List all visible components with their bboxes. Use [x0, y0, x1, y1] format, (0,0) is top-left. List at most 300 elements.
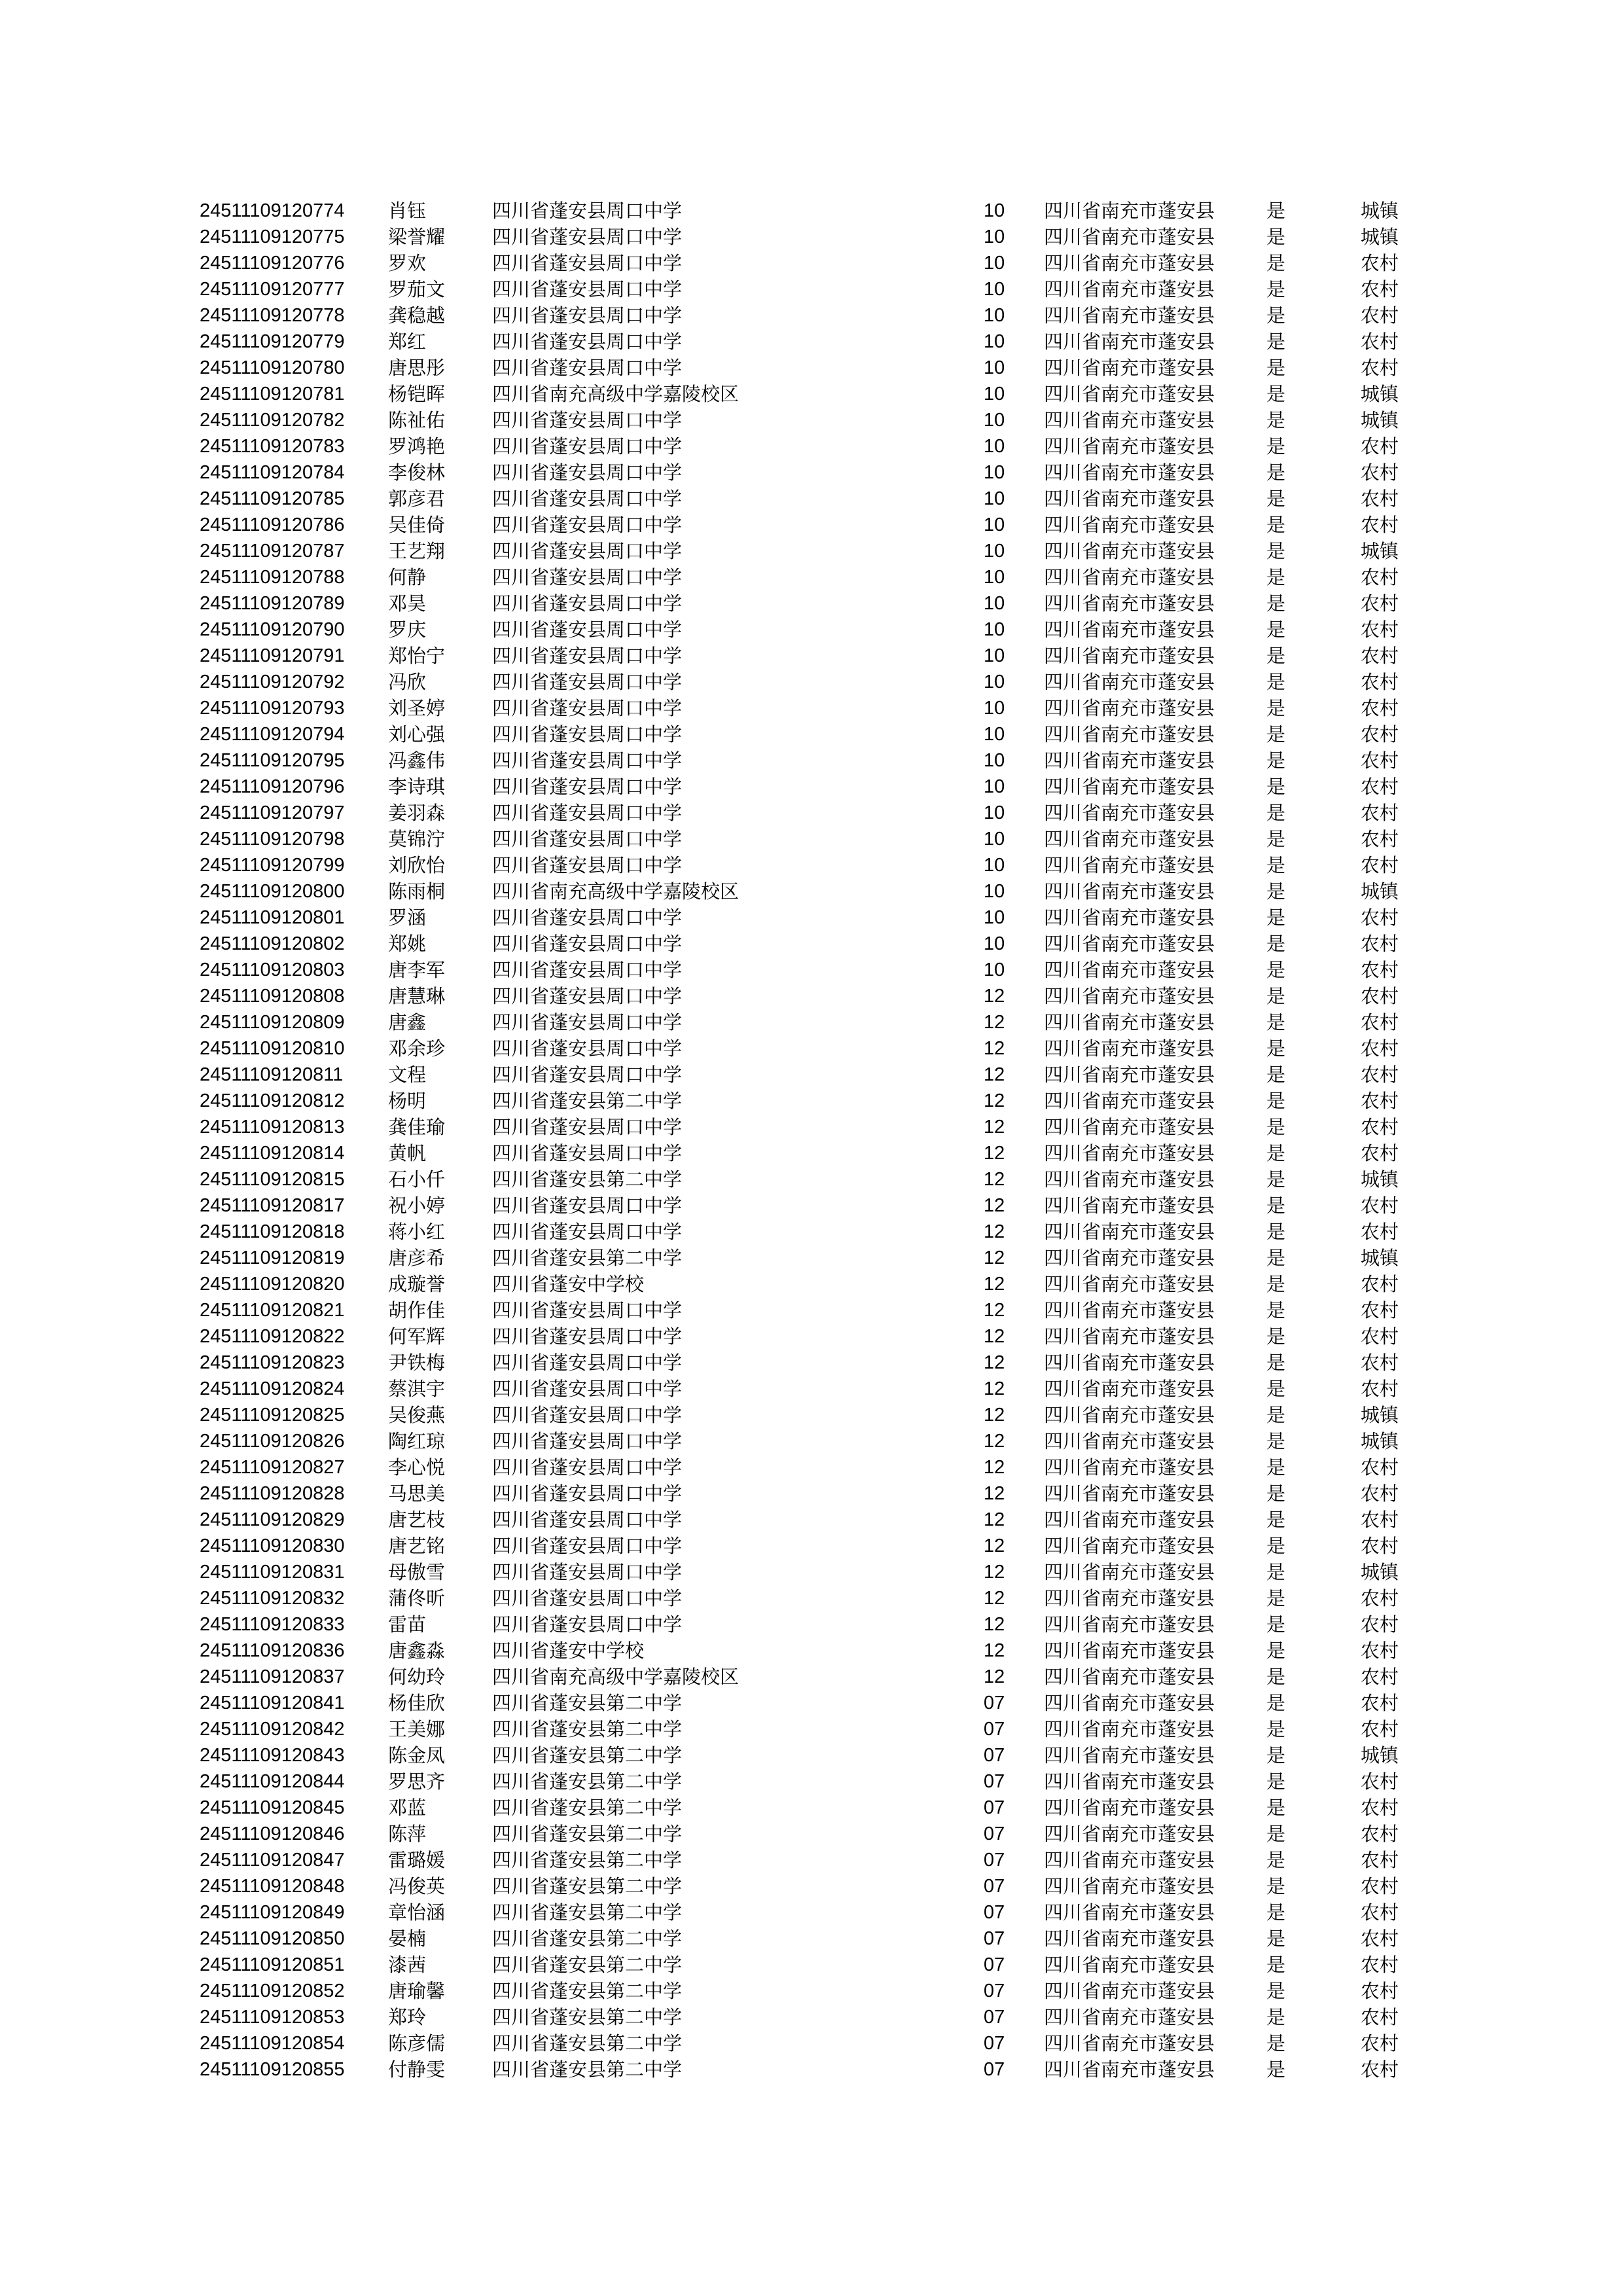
region-cell: 四川省南充市蓬安县 [1044, 278, 1215, 300]
area-cell: 城镇 [1361, 1247, 1399, 1269]
student-name-cell: 王美娜 [388, 1718, 446, 1740]
area-cell: 农村 [1361, 854, 1399, 876]
table-row [200, 1638, 1430, 1664]
table-row [200, 1271, 1430, 1297]
student-id-cell: 24511109120776 [200, 253, 345, 274]
region-cell: 四川省南充市蓬安县 [1044, 802, 1215, 824]
area-cell: 农村 [1361, 985, 1399, 1007]
student-id-cell: 24511109120774 [200, 200, 345, 221]
area-cell: 农村 [1361, 1352, 1399, 1374]
grade-cell: 10 [984, 305, 1005, 326]
region-cell: 四川省南充市蓬安县 [1044, 671, 1215, 693]
school-cell: 四川省蓬安县第二中学 [492, 1090, 683, 1112]
table-row [200, 1219, 1430, 1245]
region-cell: 四川省南充市蓬安县 [1044, 1666, 1215, 1688]
region-cell: 四川省南充市蓬安县 [1044, 1849, 1215, 1871]
area-cell: 农村 [1361, 1613, 1399, 1636]
area-cell: 城镇 [1361, 1168, 1399, 1191]
flag-cell: 是 [1266, 435, 1286, 457]
region-cell: 四川省南充市蓬安县 [1044, 1535, 1215, 1557]
student-table [200, 198, 1430, 2083]
student-name-cell: 邓昊 [388, 592, 427, 615]
area-cell: 农村 [1361, 1797, 1399, 1819]
grade-cell: 10 [984, 960, 1005, 980]
school-cell: 四川省蓬安县周口中学 [492, 749, 683, 772]
grade-cell: 12 [984, 1562, 1005, 1583]
student-name-cell: 唐艺铭 [388, 1535, 446, 1557]
table-row [200, 1009, 1430, 1035]
region-cell: 四川省南充市蓬安县 [1044, 1482, 1215, 1505]
area-cell: 农村 [1361, 1273, 1399, 1295]
school-cell: 四川省蓬安县周口中学 [492, 1194, 683, 1217]
student-name-cell: 唐艺枝 [388, 1509, 446, 1531]
area-cell: 农村 [1361, 1090, 1399, 1112]
grade-cell: 12 [984, 1588, 1005, 1609]
region-cell: 四川省南充市蓬安县 [1044, 749, 1215, 772]
area-cell: 农村 [1361, 1378, 1399, 1400]
region-cell: 四川省南充市蓬安县 [1044, 1064, 1215, 1086]
grade-cell: 12 [984, 1300, 1005, 1321]
school-cell: 四川省蓬安县周口中学 [492, 802, 683, 824]
flag-cell: 是 [1266, 749, 1286, 772]
student-id-cell: 24511109120809 [200, 1012, 345, 1033]
region-cell: 四川省南充市蓬安县 [1044, 1273, 1215, 1295]
area-cell: 农村 [1361, 2006, 1399, 2028]
table-row [200, 381, 1430, 407]
flag-cell: 是 [1266, 1587, 1286, 1609]
region-cell: 四川省南充市蓬安县 [1044, 1456, 1215, 1479]
student-name-cell: 郭彦君 [388, 488, 446, 510]
student-id-cell: 24511109120783 [200, 436, 345, 457]
student-name-cell: 何军辉 [388, 1325, 446, 1348]
student-name-cell: 陈金凤 [388, 1744, 446, 1767]
school-cell: 四川省蓬安县周口中学 [492, 435, 683, 457]
student-name-cell: 雷璐媛 [388, 1849, 446, 1871]
area-cell: 农村 [1361, 488, 1399, 510]
region-cell: 四川省南充市蓬安县 [1044, 1221, 1215, 1243]
grade-cell: 07 [984, 1693, 1005, 1713]
flag-cell: 是 [1266, 1849, 1286, 1871]
region-cell: 四川省南充市蓬安县 [1044, 1299, 1215, 1321]
table-row [200, 905, 1430, 931]
school-cell: 四川省蓬安县周口中学 [492, 1037, 683, 1060]
table-row [200, 983, 1430, 1009]
school-cell: 四川省蓬安县周口中学 [492, 776, 683, 798]
area-cell: 农村 [1361, 723, 1399, 745]
table-row [200, 198, 1430, 224]
school-cell: 四川省蓬安县第二中学 [492, 1797, 683, 1819]
flag-cell: 是 [1266, 1613, 1286, 1636]
student-name-cell: 莫锦泞 [388, 828, 446, 850]
region-cell: 四川省南充市蓬安县 [1044, 1247, 1215, 1269]
area-cell: 农村 [1361, 1823, 1399, 1845]
region-cell: 四川省南充市蓬安县 [1044, 226, 1215, 248]
student-id-cell: 24511109120799 [200, 855, 345, 876]
grade-cell: 12 [984, 1405, 1005, 1426]
table-row [200, 800, 1430, 826]
student-name-cell: 蒋小红 [388, 1221, 446, 1243]
table-row [200, 1742, 1430, 1768]
region-cell: 四川省南充市蓬安县 [1044, 1142, 1215, 1164]
grade-cell: 07 [984, 1823, 1005, 1844]
school-cell: 四川省蓬安县周口中学 [492, 1064, 683, 1086]
student-id-cell: 24511109120823 [200, 1352, 345, 1373]
student-name-cell: 黄帆 [388, 1142, 427, 1164]
student-name-cell: 冯俊英 [388, 1875, 446, 1897]
area-cell: 农村 [1361, 1509, 1399, 1531]
student-name-cell: 罗鸿艳 [388, 435, 446, 457]
school-cell: 四川省蓬安县周口中学 [492, 1142, 683, 1164]
grade-cell: 07 [984, 1902, 1005, 1923]
grade-cell: 10 [984, 724, 1005, 745]
grade-cell: 12 [984, 1483, 1005, 1504]
region-cell: 四川省南充市蓬安县 [1044, 1613, 1215, 1636]
flag-cell: 是 [1266, 1823, 1286, 1845]
flag-cell: 是 [1266, 357, 1286, 379]
student-id-cell: 24511109120801 [200, 907, 345, 928]
region-cell: 四川省南充市蓬安县 [1044, 566, 1215, 588]
student-id-cell: 24511109120793 [200, 698, 345, 719]
region-cell: 四川省南充市蓬安县 [1044, 854, 1215, 876]
student-name-cell: 陈彦儒 [388, 2032, 446, 2054]
flag-cell: 是 [1266, 1430, 1286, 1452]
region-cell: 四川省南充市蓬安县 [1044, 1797, 1215, 1819]
region-cell: 四川省南充市蓬安县 [1044, 1587, 1215, 1609]
table-row [200, 1297, 1430, 1323]
grade-cell: 12 [984, 1064, 1005, 1085]
table-row [200, 355, 1430, 381]
area-cell: 农村 [1361, 697, 1399, 719]
student-id-cell: 24511109120788 [200, 567, 345, 588]
school-cell: 四川省蓬安县周口中学 [492, 1325, 683, 1348]
table-row [200, 538, 1430, 564]
student-name-cell: 杨佳欣 [388, 1692, 446, 1714]
area-cell: 农村 [1361, 802, 1399, 824]
student-name-cell: 罗涵 [388, 906, 427, 929]
school-cell: 四川省蓬安县周口中学 [492, 1299, 683, 1321]
table-row [200, 1821, 1430, 1847]
school-cell: 四川省蓬安县周口中学 [492, 1613, 683, 1636]
student-id-cell: 24511109120848 [200, 1876, 345, 1897]
area-cell: 城镇 [1361, 1744, 1399, 1767]
school-cell: 四川省蓬安县第二中学 [492, 1875, 683, 1897]
grade-cell: 12 [984, 986, 1005, 1007]
student-id-cell: 24511109120827 [200, 1457, 345, 1478]
student-id-cell: 24511109120814 [200, 1143, 345, 1164]
table-row [200, 1507, 1430, 1533]
area-cell: 农村 [1361, 959, 1399, 981]
student-id-cell: 24511109120796 [200, 776, 345, 797]
student-name-cell: 唐李军 [388, 959, 446, 981]
school-cell: 四川省蓬安县周口中学 [492, 933, 683, 955]
area-cell: 农村 [1361, 1116, 1399, 1138]
student-id-cell: 24511109120855 [200, 2059, 345, 2080]
student-name-cell: 罗思齐 [388, 1770, 446, 1793]
region-cell: 四川省南充市蓬安县 [1044, 383, 1215, 405]
table-row [200, 1088, 1430, 1114]
grade-cell: 07 [984, 2059, 1005, 2080]
area-cell: 农村 [1361, 1194, 1399, 1217]
grade-cell: 10 [984, 933, 1005, 954]
grade-cell: 12 [984, 1378, 1005, 1399]
student-id-cell: 24511109120791 [200, 645, 345, 666]
student-name-cell: 罗茄文 [388, 278, 446, 300]
school-cell: 四川省蓬安县周口中学 [492, 1221, 683, 1243]
area-cell: 农村 [1361, 906, 1399, 929]
table-row [200, 1611, 1430, 1638]
area-cell: 城镇 [1361, 200, 1399, 222]
area-cell: 农村 [1361, 1718, 1399, 1740]
student-name-cell: 马思美 [388, 1482, 446, 1505]
student-id-cell: 24511109120789 [200, 593, 345, 614]
area-cell: 城镇 [1361, 1561, 1399, 1583]
school-cell: 四川省蓬安县周口中学 [492, 200, 683, 222]
area-cell: 农村 [1361, 2058, 1399, 2081]
grade-cell: 07 [984, 1771, 1005, 1792]
grade-cell: 10 [984, 384, 1005, 404]
flag-cell: 是 [1266, 854, 1286, 876]
area-cell: 农村 [1361, 1666, 1399, 1688]
school-cell: 四川省蓬安县周口中学 [492, 1535, 683, 1557]
flag-cell: 是 [1266, 906, 1286, 929]
region-cell: 四川省南充市蓬安县 [1044, 933, 1215, 955]
flag-cell: 是 [1266, 1980, 1286, 2002]
school-cell: 四川省蓬安县第二中学 [492, 1247, 683, 1269]
grade-cell: 12 [984, 1666, 1005, 1687]
student-id-cell: 24511109120798 [200, 829, 345, 850]
table-row [200, 1899, 1430, 1926]
table-row [200, 1376, 1430, 1402]
student-id-cell: 24511109120850 [200, 1928, 345, 1949]
student-name-cell: 漆茜 [388, 1954, 427, 1976]
area-cell: 农村 [1361, 1325, 1399, 1348]
school-cell: 四川省蓬安县周口中学 [492, 1116, 683, 1138]
school-cell: 四川省蓬安县周口中学 [492, 540, 683, 562]
area-cell: 农村 [1361, 828, 1399, 850]
student-name-cell: 杨铠晖 [388, 383, 446, 405]
grade-cell: 12 [984, 1012, 1005, 1033]
area-cell: 农村 [1361, 749, 1399, 772]
flag-cell: 是 [1266, 776, 1286, 798]
flag-cell: 是 [1266, 1509, 1286, 1531]
table-row [200, 826, 1430, 852]
flag-cell: 是 [1266, 252, 1286, 274]
school-cell: 四川省蓬安县周口中学 [492, 697, 683, 719]
grade-cell: 12 [984, 1038, 1005, 1059]
area-cell: 农村 [1361, 1770, 1399, 1793]
student-name-cell: 陈雨桐 [388, 880, 446, 903]
region-cell: 四川省南充市蓬安县 [1044, 488, 1215, 510]
region-cell: 四川省南充市蓬安县 [1044, 1430, 1215, 1452]
student-name-cell: 何静 [388, 566, 427, 588]
school-cell: 四川省南充高级中学嘉陵校区 [492, 880, 740, 903]
region-cell: 四川省南充市蓬安县 [1044, 1928, 1215, 1950]
table-row [200, 1480, 1430, 1507]
student-name-cell: 冯鑫伟 [388, 749, 446, 772]
area-cell: 城镇 [1361, 540, 1399, 562]
student-id-cell: 24511109120802 [200, 933, 345, 954]
student-name-cell: 郑姚 [388, 933, 427, 955]
flag-cell: 是 [1266, 1875, 1286, 1897]
grade-cell: 10 [984, 226, 1005, 247]
area-cell: 城镇 [1361, 409, 1399, 431]
student-id-cell: 24511109120790 [200, 619, 345, 640]
area-cell: 农村 [1361, 933, 1399, 955]
flag-cell: 是 [1266, 1299, 1286, 1321]
school-cell: 四川省蓬安县周口中学 [492, 645, 683, 667]
area-cell: 农村 [1361, 1901, 1399, 1924]
student-name-cell: 唐彦希 [388, 1247, 446, 1269]
area-cell: 农村 [1361, 461, 1399, 484]
area-cell: 城镇 [1361, 1430, 1399, 1452]
student-id-cell: 24511109120797 [200, 802, 345, 823]
flag-cell: 是 [1266, 514, 1286, 536]
grade-cell: 10 [984, 593, 1005, 614]
student-id-cell: 24511109120786 [200, 514, 345, 535]
region-cell: 四川省南充市蓬安县 [1044, 1954, 1215, 1976]
region-cell: 四川省南充市蓬安县 [1044, 1640, 1215, 1662]
grade-cell: 12 [984, 1431, 1005, 1452]
grade-cell: 12 [984, 1535, 1005, 1556]
student-id-cell: 24511109120830 [200, 1535, 345, 1556]
student-name-cell: 陈祉佑 [388, 409, 446, 431]
student-name-cell: 尹铁梅 [388, 1352, 446, 1374]
region-cell: 四川省南充市蓬安县 [1044, 2032, 1215, 2054]
area-cell: 农村 [1361, 252, 1399, 274]
flag-cell: 是 [1266, 1928, 1286, 1950]
student-name-cell: 雷苗 [388, 1613, 427, 1636]
grade-cell: 10 [984, 253, 1005, 274]
region-cell: 四川省南充市蓬安县 [1044, 1823, 1215, 1845]
school-cell: 四川省蓬安县周口中学 [492, 331, 683, 353]
student-name-cell: 刘圣婷 [388, 697, 446, 719]
grade-cell: 10 [984, 488, 1005, 509]
region-cell: 四川省南充市蓬安县 [1044, 1980, 1215, 2002]
school-cell: 四川省蓬安县第二中学 [492, 1823, 683, 1845]
student-name-cell: 邓余珍 [388, 1037, 446, 1060]
student-name-cell: 唐慧琳 [388, 985, 446, 1007]
student-id-cell: 24511109120781 [200, 384, 345, 404]
student-name-cell: 郑玲 [388, 2006, 427, 2028]
grade-cell: 12 [984, 1247, 1005, 1268]
student-id-cell: 24511109120819 [200, 1247, 345, 1268]
school-cell: 四川省蓬安县第二中学 [492, 1168, 683, 1191]
grade-cell: 12 [984, 1509, 1005, 1530]
area-cell: 农村 [1361, 1875, 1399, 1897]
student-name-cell: 陈萍 [388, 1823, 427, 1845]
student-name-cell: 罗欢 [388, 252, 427, 274]
student-name-cell: 付静雯 [388, 2058, 446, 2081]
table-row [200, 1690, 1430, 1716]
grade-cell: 10 [984, 907, 1005, 928]
flag-cell: 是 [1266, 1456, 1286, 1479]
area-cell: 农村 [1361, 1482, 1399, 1505]
flag-cell: 是 [1266, 1640, 1286, 1662]
school-cell: 四川省蓬安县周口中学 [492, 723, 683, 745]
student-name-cell: 文程 [388, 1064, 427, 1086]
student-name-cell: 李心悦 [388, 1456, 446, 1479]
student-id-cell: 24511109120808 [200, 986, 345, 1007]
school-cell: 四川省蓬安县第二中学 [492, 1744, 683, 1767]
table-row [200, 1428, 1430, 1454]
flag-cell: 是 [1266, 2006, 1286, 2028]
flag-cell: 是 [1266, 880, 1286, 903]
table-row [200, 1323, 1430, 1350]
student-id-cell: 24511109120787 [200, 541, 345, 562]
region-cell: 四川省南充市蓬安县 [1044, 906, 1215, 929]
student-id-cell: 24511109120817 [200, 1195, 345, 1216]
region-cell: 四川省南充市蓬安县 [1044, 304, 1215, 327]
grade-cell: 10 [984, 750, 1005, 771]
student-name-cell: 龚稳越 [388, 304, 446, 327]
region-cell: 四川省南充市蓬安县 [1044, 1194, 1215, 1217]
student-id-cell: 24511109120852 [200, 1981, 345, 2001]
school-cell: 四川省蓬安县周口中学 [492, 671, 683, 693]
region-cell: 四川省南充市蓬安县 [1044, 2058, 1215, 2081]
area-cell: 农村 [1361, 1011, 1399, 1033]
region-cell: 四川省南充市蓬安县 [1044, 592, 1215, 615]
region-cell: 四川省南充市蓬安县 [1044, 1692, 1215, 1714]
student-id-cell: 24511109120794 [200, 724, 345, 745]
school-cell: 四川省蓬安县周口中学 [492, 566, 683, 588]
table-row [200, 459, 1430, 486]
table-row [200, 1716, 1430, 1742]
school-cell: 四川省蓬安县周口中学 [492, 906, 683, 929]
school-cell: 四川省蓬安县周口中学 [492, 1011, 683, 1033]
flag-cell: 是 [1266, 933, 1286, 955]
school-cell: 四川省蓬安县第二中学 [492, 1770, 683, 1793]
flag-cell: 是 [1266, 383, 1286, 405]
table-row [200, 1795, 1430, 1821]
flag-cell: 是 [1266, 645, 1286, 667]
school-cell: 四川省蓬安县第二中学 [492, 1980, 683, 2002]
school-cell: 四川省蓬安县周口中学 [492, 252, 683, 274]
area-cell: 农村 [1361, 592, 1399, 615]
school-cell: 四川省蓬安县周口中学 [492, 1352, 683, 1374]
table-row [200, 1193, 1430, 1219]
student-name-cell: 吴俊燕 [388, 1404, 446, 1426]
student-name-cell: 刘心强 [388, 723, 446, 745]
student-name-cell: 祝小婷 [388, 1194, 446, 1217]
school-cell: 四川省蓬安县周口中学 [492, 619, 683, 641]
student-id-cell: 24511109120780 [200, 357, 345, 378]
area-cell: 农村 [1361, 1142, 1399, 1164]
region-cell: 四川省南充市蓬安县 [1044, 1037, 1215, 1060]
student-name-cell: 晏楠 [388, 1928, 427, 1950]
area-cell: 城镇 [1361, 226, 1399, 248]
student-id-cell: 24511109120833 [200, 1614, 345, 1635]
student-id-cell: 24511109120825 [200, 1405, 345, 1426]
grade-cell: 07 [984, 1745, 1005, 1766]
student-id-cell: 24511109120826 [200, 1431, 345, 1452]
student-id-cell: 24511109120812 [200, 1090, 345, 1111]
grade-cell: 10 [984, 881, 1005, 902]
table-row [200, 1585, 1430, 1611]
region-cell: 四川省南充市蓬安县 [1044, 357, 1215, 379]
grade-cell: 07 [984, 2033, 1005, 2054]
school-cell: 四川省蓬安县第二中学 [492, 2006, 683, 2028]
table-row [200, 1952, 1430, 1978]
area-cell: 农村 [1361, 1037, 1399, 1060]
flag-cell: 是 [1266, 1718, 1286, 1740]
flag-cell: 是 [1266, 278, 1286, 300]
table-row [200, 302, 1430, 329]
area-cell: 城镇 [1361, 880, 1399, 903]
area-cell: 农村 [1361, 1928, 1399, 1950]
student-id-cell: 24511109120854 [200, 2033, 345, 2054]
school-cell: 四川省蓬安县周口中学 [492, 514, 683, 536]
grade-cell: 12 [984, 1614, 1005, 1635]
